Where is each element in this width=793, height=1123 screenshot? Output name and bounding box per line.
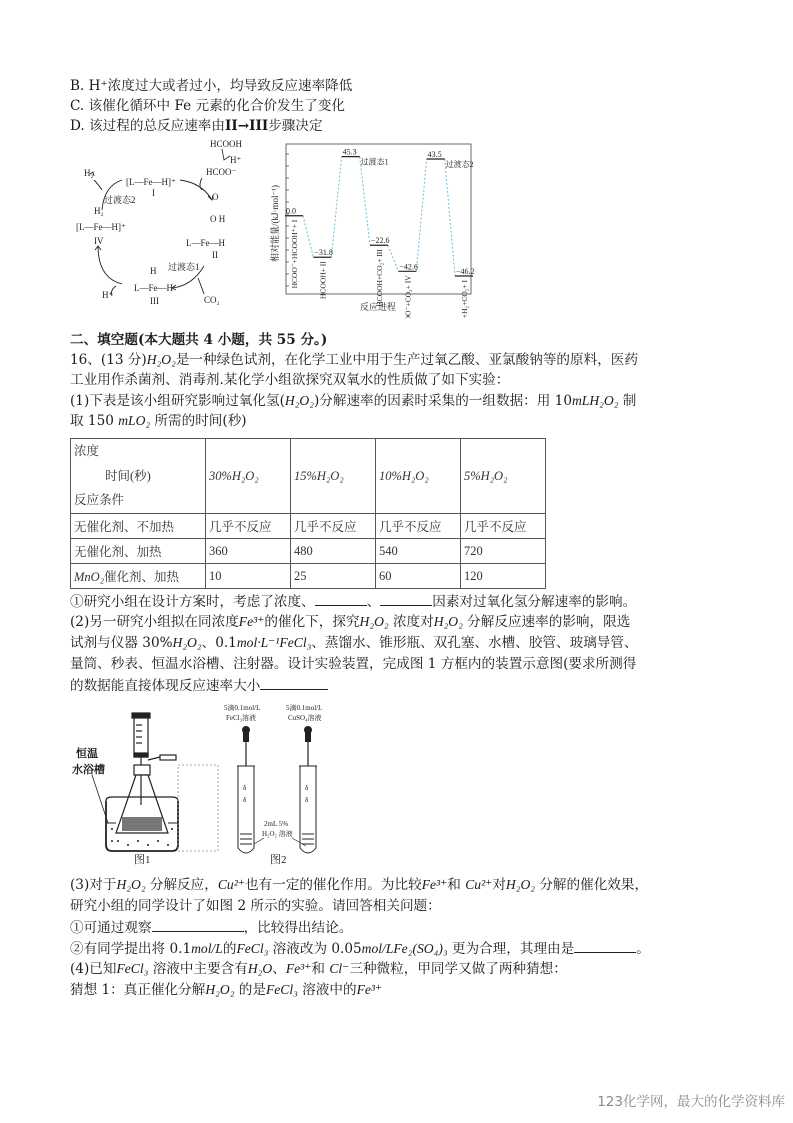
formula-fe3: Fe³⁺ xyxy=(238,614,265,629)
answer-blank[interactable] xyxy=(315,591,367,606)
table-cell: 25 xyxy=(291,564,376,589)
q3-text: 也有一定的催化作用。为比较 xyxy=(244,877,422,893)
answer-blank[interactable] xyxy=(574,938,636,953)
drop-mark: δ xyxy=(305,796,309,804)
formula-fe3: Fe³⁺ xyxy=(285,961,312,976)
species-label: HCOO⁻+H₂+CO₂+ I xyxy=(460,280,469,318)
transition-state-label: 过渡态1 xyxy=(360,157,389,167)
left-dropper-label-2: FeCl₃溶液 xyxy=(226,714,257,722)
energy-value-label: 43.5 xyxy=(427,150,442,159)
right-dropper-label-1: 5滴0.1mol/L xyxy=(286,704,323,712)
q16-line-3 xyxy=(70,391,636,411)
table-cell: 480 xyxy=(291,539,376,564)
h2o2-solution-label-2: H₂O₂ 溶液 xyxy=(262,830,293,838)
q4-line-1 xyxy=(70,959,567,979)
q3-text: 溶液改为 0.05 xyxy=(268,941,362,957)
header-condition: 反应条件 xyxy=(74,493,125,507)
q16-l3-a: (1)下表是该小组研究影响过氧化氢( xyxy=(70,393,285,409)
q3-text: 和 xyxy=(447,877,466,893)
complex-iv: [L—Fe—H]⁺ xyxy=(76,222,126,232)
formula-h2o2: H₂O₂ xyxy=(205,982,235,997)
formula-fecl3: FeCl₃ xyxy=(265,982,298,997)
formula-fe2so43: mol/LFe₂(SO₄)₃ xyxy=(361,941,448,956)
q16-l3-c: )分解速率的因素时采集的一组数据：用 10 xyxy=(313,393,572,409)
q2-text: 、0.1 xyxy=(201,635,237,651)
q3-text: 。 xyxy=(636,941,650,957)
complex-i: [L—Fe—H]⁺ xyxy=(126,177,176,187)
hcooh-label: HCOOH xyxy=(210,139,243,149)
table-corner-cell xyxy=(71,439,206,514)
q3-line-4 xyxy=(70,938,650,959)
option-c: C. 该催化循环中 Fe 元素的化合价发生了变化 xyxy=(70,98,346,114)
energy-connector xyxy=(445,159,455,276)
h2-label: H₂ xyxy=(84,168,94,178)
chart-xlabel: 反应进程 xyxy=(360,302,397,312)
option-d xyxy=(70,116,323,136)
table-cell: 540 xyxy=(376,539,461,564)
q16-l4-c: 所需的时间(秒) xyxy=(150,413,247,429)
energy-profile-chart xyxy=(268,140,480,318)
energy-connector xyxy=(360,157,370,246)
q4-text: 、 xyxy=(272,961,286,977)
data-table xyxy=(70,438,546,589)
q2-line-1 xyxy=(70,612,630,632)
species-label: HCOOH+CO₂+ III xyxy=(375,249,384,307)
transition-state-1-label: 过渡态1 xyxy=(168,262,200,272)
formula-fe3: Fe³⁺ xyxy=(421,877,448,892)
q1-sub1-b: 、 xyxy=(366,594,381,610)
flask-icon xyxy=(116,765,168,833)
formula-h2o: H₂O xyxy=(247,961,273,976)
q3-line-3 xyxy=(70,917,352,938)
row-condition: 无催化剂、不加热 xyxy=(71,514,206,539)
formula-h2o2: H₂O₂ xyxy=(505,877,536,892)
unit-mol-l: mol/L xyxy=(191,941,223,956)
formula-h2o2: H₂O₂ xyxy=(116,877,146,892)
formula-fe3: Fe³⁺ xyxy=(356,982,383,997)
q3-text: 分解反应， xyxy=(145,877,218,893)
syringe-icon xyxy=(132,713,176,765)
q3-text: 的 xyxy=(222,941,237,957)
q4-text: 三种微粒，甲同学又做了两种猜想： xyxy=(349,961,567,977)
q2-text: 试剂与仪器 30% xyxy=(70,635,173,651)
species-label: HCOO⁻+HCOOH⁺+ I xyxy=(290,219,299,289)
table-cell: 60 xyxy=(376,564,461,589)
figure-1-caption: 图1 xyxy=(134,854,151,865)
header-time: 时间(秒) xyxy=(105,469,151,483)
q4-text: 的是 xyxy=(234,982,266,998)
label-ii: II xyxy=(212,250,218,260)
h2o2-solution-label-1: 2mL 5% xyxy=(264,820,289,828)
q16-line-2: 工业用作杀菌剂、消毒剂.某化学小组欲探究双氧水的性质做了如下实验： xyxy=(70,372,510,388)
q16-text: 是一种绿色试剂，在化学工业中用于生产过氧乙酸、亚氯酸钠等的原料，医药 xyxy=(175,352,638,368)
q2-text: (2)另一研究小组拟在同浓度 xyxy=(70,614,239,630)
energy-value-label: −22.6 xyxy=(371,236,390,246)
bath-label-2: 水浴槽 xyxy=(72,764,105,776)
label-iv: IV xyxy=(94,236,104,246)
table-cell: 几乎不反应 xyxy=(376,514,461,539)
column-header: 5%H₂O₂ xyxy=(461,439,546,514)
q2-line-2 xyxy=(70,633,638,653)
formula-fecl3: FeCl₃ xyxy=(116,961,149,976)
row-condition: 无催化剂、加热 xyxy=(71,539,206,564)
answer-blank[interactable] xyxy=(260,675,328,690)
formula-h2o2: H₂O₂ xyxy=(284,393,314,408)
q2-line-3: 量筒、秒表、恒温水浴槽、注射器。设计实验装置，完成图 1 方框内的装置示意图(要求所测得 xyxy=(70,656,637,672)
q4-text: 溶液中的 xyxy=(297,982,357,998)
energy-value-label: −46.2 xyxy=(456,267,475,276)
q1-sub1-c: 因素对过氧化氢分解速率的影响。 xyxy=(432,594,637,610)
q3-text: 对 xyxy=(492,877,506,893)
hcooh-arrow xyxy=(222,149,230,160)
left-test-tube-icon xyxy=(237,766,255,853)
q1-sub1-a: ①研究小组在设计方案时，考虑了浓度、 xyxy=(70,594,315,610)
complex-ii-o: O xyxy=(212,192,219,202)
formula-h2o2: H₂O₂ xyxy=(359,614,389,629)
formula-cu2: Cu²⁺ xyxy=(217,877,245,892)
q4-text: 溶液中主要含有 xyxy=(148,961,248,977)
row-condition-text: 催化剂、加热 xyxy=(104,570,180,584)
q16-l3-e: 制 xyxy=(618,393,637,409)
q16-number: 16、(13 分) xyxy=(70,352,147,368)
drop-mark: δ xyxy=(305,784,309,792)
figure-2-caption: 图2 xyxy=(270,854,287,865)
label-i: I xyxy=(152,188,155,198)
right-dropper-icon xyxy=(304,726,312,772)
formula-fecl3: FeCl₃ xyxy=(236,941,269,956)
formula-fecl3: mol·L⁻¹FeCl₃ xyxy=(236,635,312,650)
complex-iii-h: H xyxy=(150,266,157,276)
energy-value-label: −31.8 xyxy=(314,248,333,258)
q2-text: 的催化下，探究 xyxy=(264,614,360,630)
q3-text: ，比较得出结论。 xyxy=(243,920,353,936)
bath-label-1: 恒温 xyxy=(76,748,98,760)
table-cell: 几乎不反应 xyxy=(461,514,546,539)
table-cell: 几乎不反应 xyxy=(206,514,291,539)
table-row xyxy=(71,539,546,564)
complex-iv-h2: H₂ xyxy=(94,206,104,216)
table-cell: 几乎不反应 xyxy=(291,514,376,539)
option-b: B. H⁺浓度过大或者过小，均导致反应速率降低 xyxy=(70,78,353,94)
section-title: 二、填空题(本大题共 4 小题，共 55 分。) xyxy=(70,332,328,348)
left-dropper-label-1: 5滴0.1mol/L xyxy=(224,704,261,712)
energy-value-label: 0.0 xyxy=(286,206,296,216)
q16-line-1 xyxy=(70,350,638,370)
h-plus-bottom-label: H⁺ xyxy=(102,290,114,300)
row-condition xyxy=(71,564,206,589)
energy-connector xyxy=(303,216,313,257)
table-cell: 120 xyxy=(461,564,546,589)
q2-text: 浓度对 xyxy=(388,614,434,630)
q3-text: ②有同学提出将 0.1 xyxy=(70,941,192,957)
hcoo-minus-label: HCOO⁻ xyxy=(206,167,237,177)
chart-ylabel: 相对能量/(kJ·mol⁻¹) xyxy=(270,185,280,262)
formula-h2o2: H₂O₂ xyxy=(172,635,202,650)
q2-text: 、蒸馏水、锥形瓶、双孔塞、水槽、胶管、玻璃导管、 xyxy=(311,635,638,651)
column-header: 30%H₂O₂ xyxy=(206,439,291,514)
answer-blank[interactable] xyxy=(152,917,244,932)
answer-blank[interactable] xyxy=(380,591,432,606)
right-test-tube-icon xyxy=(299,766,317,853)
energy-connector xyxy=(416,159,426,271)
complex-ii: L—Fe—H xyxy=(186,238,225,248)
drop-mark: δ xyxy=(243,784,247,792)
left-dropper-icon xyxy=(242,726,250,772)
q3-text: 分解的催化效果， xyxy=(535,877,649,893)
formula-mlh2o2: mLH₂O₂ xyxy=(571,393,619,408)
option-d-suffix: 步骤决定 xyxy=(268,118,323,134)
formula-h2o2: H₂O₂ xyxy=(433,614,463,629)
q3-text: ①可通过观察 xyxy=(70,920,152,936)
q16-l4-a: 取 150 xyxy=(70,413,119,429)
figure-2-test-tubes xyxy=(210,700,370,865)
table-header-row xyxy=(71,439,546,514)
complex-iii: L—Fe—H xyxy=(134,283,173,293)
drop-mark: δ xyxy=(243,796,247,804)
energy-connector xyxy=(388,245,398,271)
q2-text: 的数据能直接体现反应速率大小 xyxy=(70,678,261,694)
transition-state-label: 过渡态2 xyxy=(445,160,474,169)
species-label: HCOOH+ II xyxy=(318,261,328,299)
co2-label: CO₂ xyxy=(204,295,220,305)
formula-cu2: Cu²⁺ xyxy=(465,877,493,892)
transition-state-2-label: 过渡态2 xyxy=(104,195,136,205)
q3-line-2: 研究小组的同学设计了如图 2 所示的实验。请回答相关问题： xyxy=(70,898,441,914)
energy-value-label: −42.6 xyxy=(399,262,418,272)
column-header: 15%H₂O₂ xyxy=(291,439,376,514)
catalytic-cycle-diagram xyxy=(72,138,268,308)
q3-line-1 xyxy=(70,875,648,895)
table-row xyxy=(71,514,546,539)
q3-text: (3)对于 xyxy=(70,877,117,893)
q16-line-4 xyxy=(70,411,247,431)
label-iii: III xyxy=(150,296,159,306)
table-cell: 10 xyxy=(206,564,291,589)
q4-text: (4)已知 xyxy=(70,961,117,977)
figure-1-apparatus xyxy=(72,705,222,865)
h-plus-top-label: H⁺ xyxy=(230,155,242,165)
option-d-prefix: D. 该过程的总反应速率由 xyxy=(70,118,225,134)
q3-text: 更为合理，其理由是 xyxy=(447,941,575,957)
header-concentration: 浓度 xyxy=(74,444,100,458)
q4-line-2 xyxy=(70,980,382,1000)
q1-sub1 xyxy=(70,591,636,612)
formula-mlo2: mLO₂ xyxy=(118,413,151,428)
formula-mno2: MnO₂ xyxy=(74,570,105,584)
q2-text: 分解反应速率的影响，限选 xyxy=(462,614,631,630)
right-dropper-label-2: CuSO₄溶液 xyxy=(288,714,322,722)
option-d-steps: II→III xyxy=(225,118,269,134)
formula-h2o2: H₂O₂ xyxy=(146,352,176,367)
q4-text: 和 xyxy=(311,961,330,977)
footer-watermark: 123化学网，最大的化学资料库 xyxy=(597,1094,785,1110)
species-label: HCOO⁻+CO₂+ IV xyxy=(403,275,413,318)
table-cell: 360 xyxy=(206,539,291,564)
q2-line-4 xyxy=(70,675,328,696)
column-header: 10%H₂O₂ xyxy=(376,439,461,514)
table-cell: 720 xyxy=(461,539,546,564)
complex-ii-oh: O H xyxy=(210,214,226,224)
formula-cl: Cl⁻ xyxy=(329,961,350,976)
table-row xyxy=(71,564,546,589)
energy-value-label: 45.3 xyxy=(342,147,357,157)
energy-connector xyxy=(331,157,341,258)
q4-text: 猜想 1：真正催化分解 xyxy=(70,982,206,998)
